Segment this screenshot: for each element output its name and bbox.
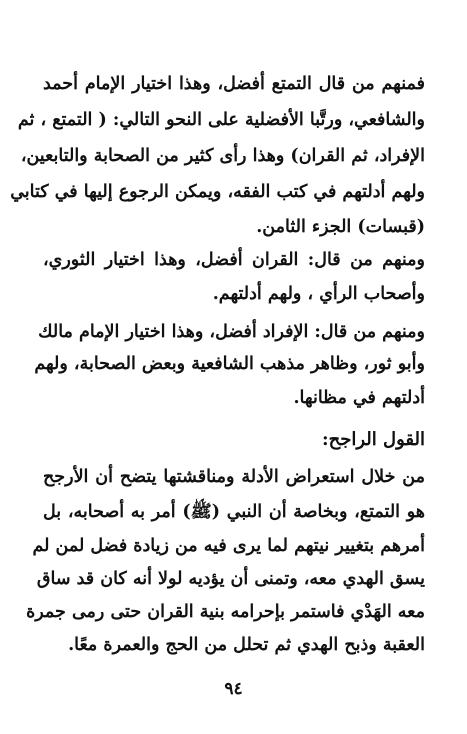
paragraph-2-line-1: ومنهم من قال: القران أفضل، وهذا اختيار الثوري،: [43, 250, 425, 270]
paragraph-1-line-2: والشافعي، ورتَّبا الأفضلية على النحو التالي: ( التمتع ، ثم: [17, 110, 425, 130]
conclusion-line-2: هو التمتع، وبخاصة أن النبي (ﷺ) أمر به أصحابه، بل: [43, 502, 425, 522]
paragraph-3-line-2: وأبو ثور، وظاهر مذهب الشافعية وبعض الصحابة، ولهم: [34, 354, 425, 374]
paragraph-3-line-3: أدلتهم في مظانها.: [293, 388, 425, 408]
paragraph-1-line-5: (قبسات) الجزء الثامن.: [256, 217, 425, 237]
conclusion-line-6: العقبة وذبح الهدي ثم تحلل من الحج والعمرة معًا.: [68, 635, 425, 655]
conclusion-line-3: أمرهم بتغيير نيتهم لما يرى فيه من زيادة فضل لمن لم: [32, 536, 425, 556]
page-number: ٩٤: [224, 679, 243, 699]
conclusion-line-4: يسق الهدي معه، وتمنى أن يؤديه لولا أنه كان قد ساق: [36, 569, 425, 589]
section-heading: القول الراجح:: [321, 429, 425, 450]
conclusion-line-1: من خلال استعراض الأدلة ومناقشتها يتضح أن الأرجح: [43, 467, 425, 487]
paragraph-1-line-4: ولهم أدلتهم في كتب الفقه، ويمكن الرجوع إليها في كتابي: [10, 182, 425, 202]
paragraph-1-line-1: فمنهم من قال التمتع أفضل، وهذا اختيار الإمام أحمد: [43, 74, 425, 94]
paragraph-1-line-3: الإفراد، ثم القران) وهذا رأى كثير من الصحابة والتابعين،: [20, 146, 425, 166]
paragraph-2-line-2: وأصحاب الرأي ، ولهم أدلتهم.: [212, 284, 425, 304]
conclusion-line-5: معه الهَدْي فاستمر بإحرامه بنية القران حتى رمى جمرة: [26, 602, 425, 622]
paragraph-3-line-1: ومنهم من قال: الإفراد أفضل، وهذا اختيار الإمام مالك: [38, 322, 425, 342]
